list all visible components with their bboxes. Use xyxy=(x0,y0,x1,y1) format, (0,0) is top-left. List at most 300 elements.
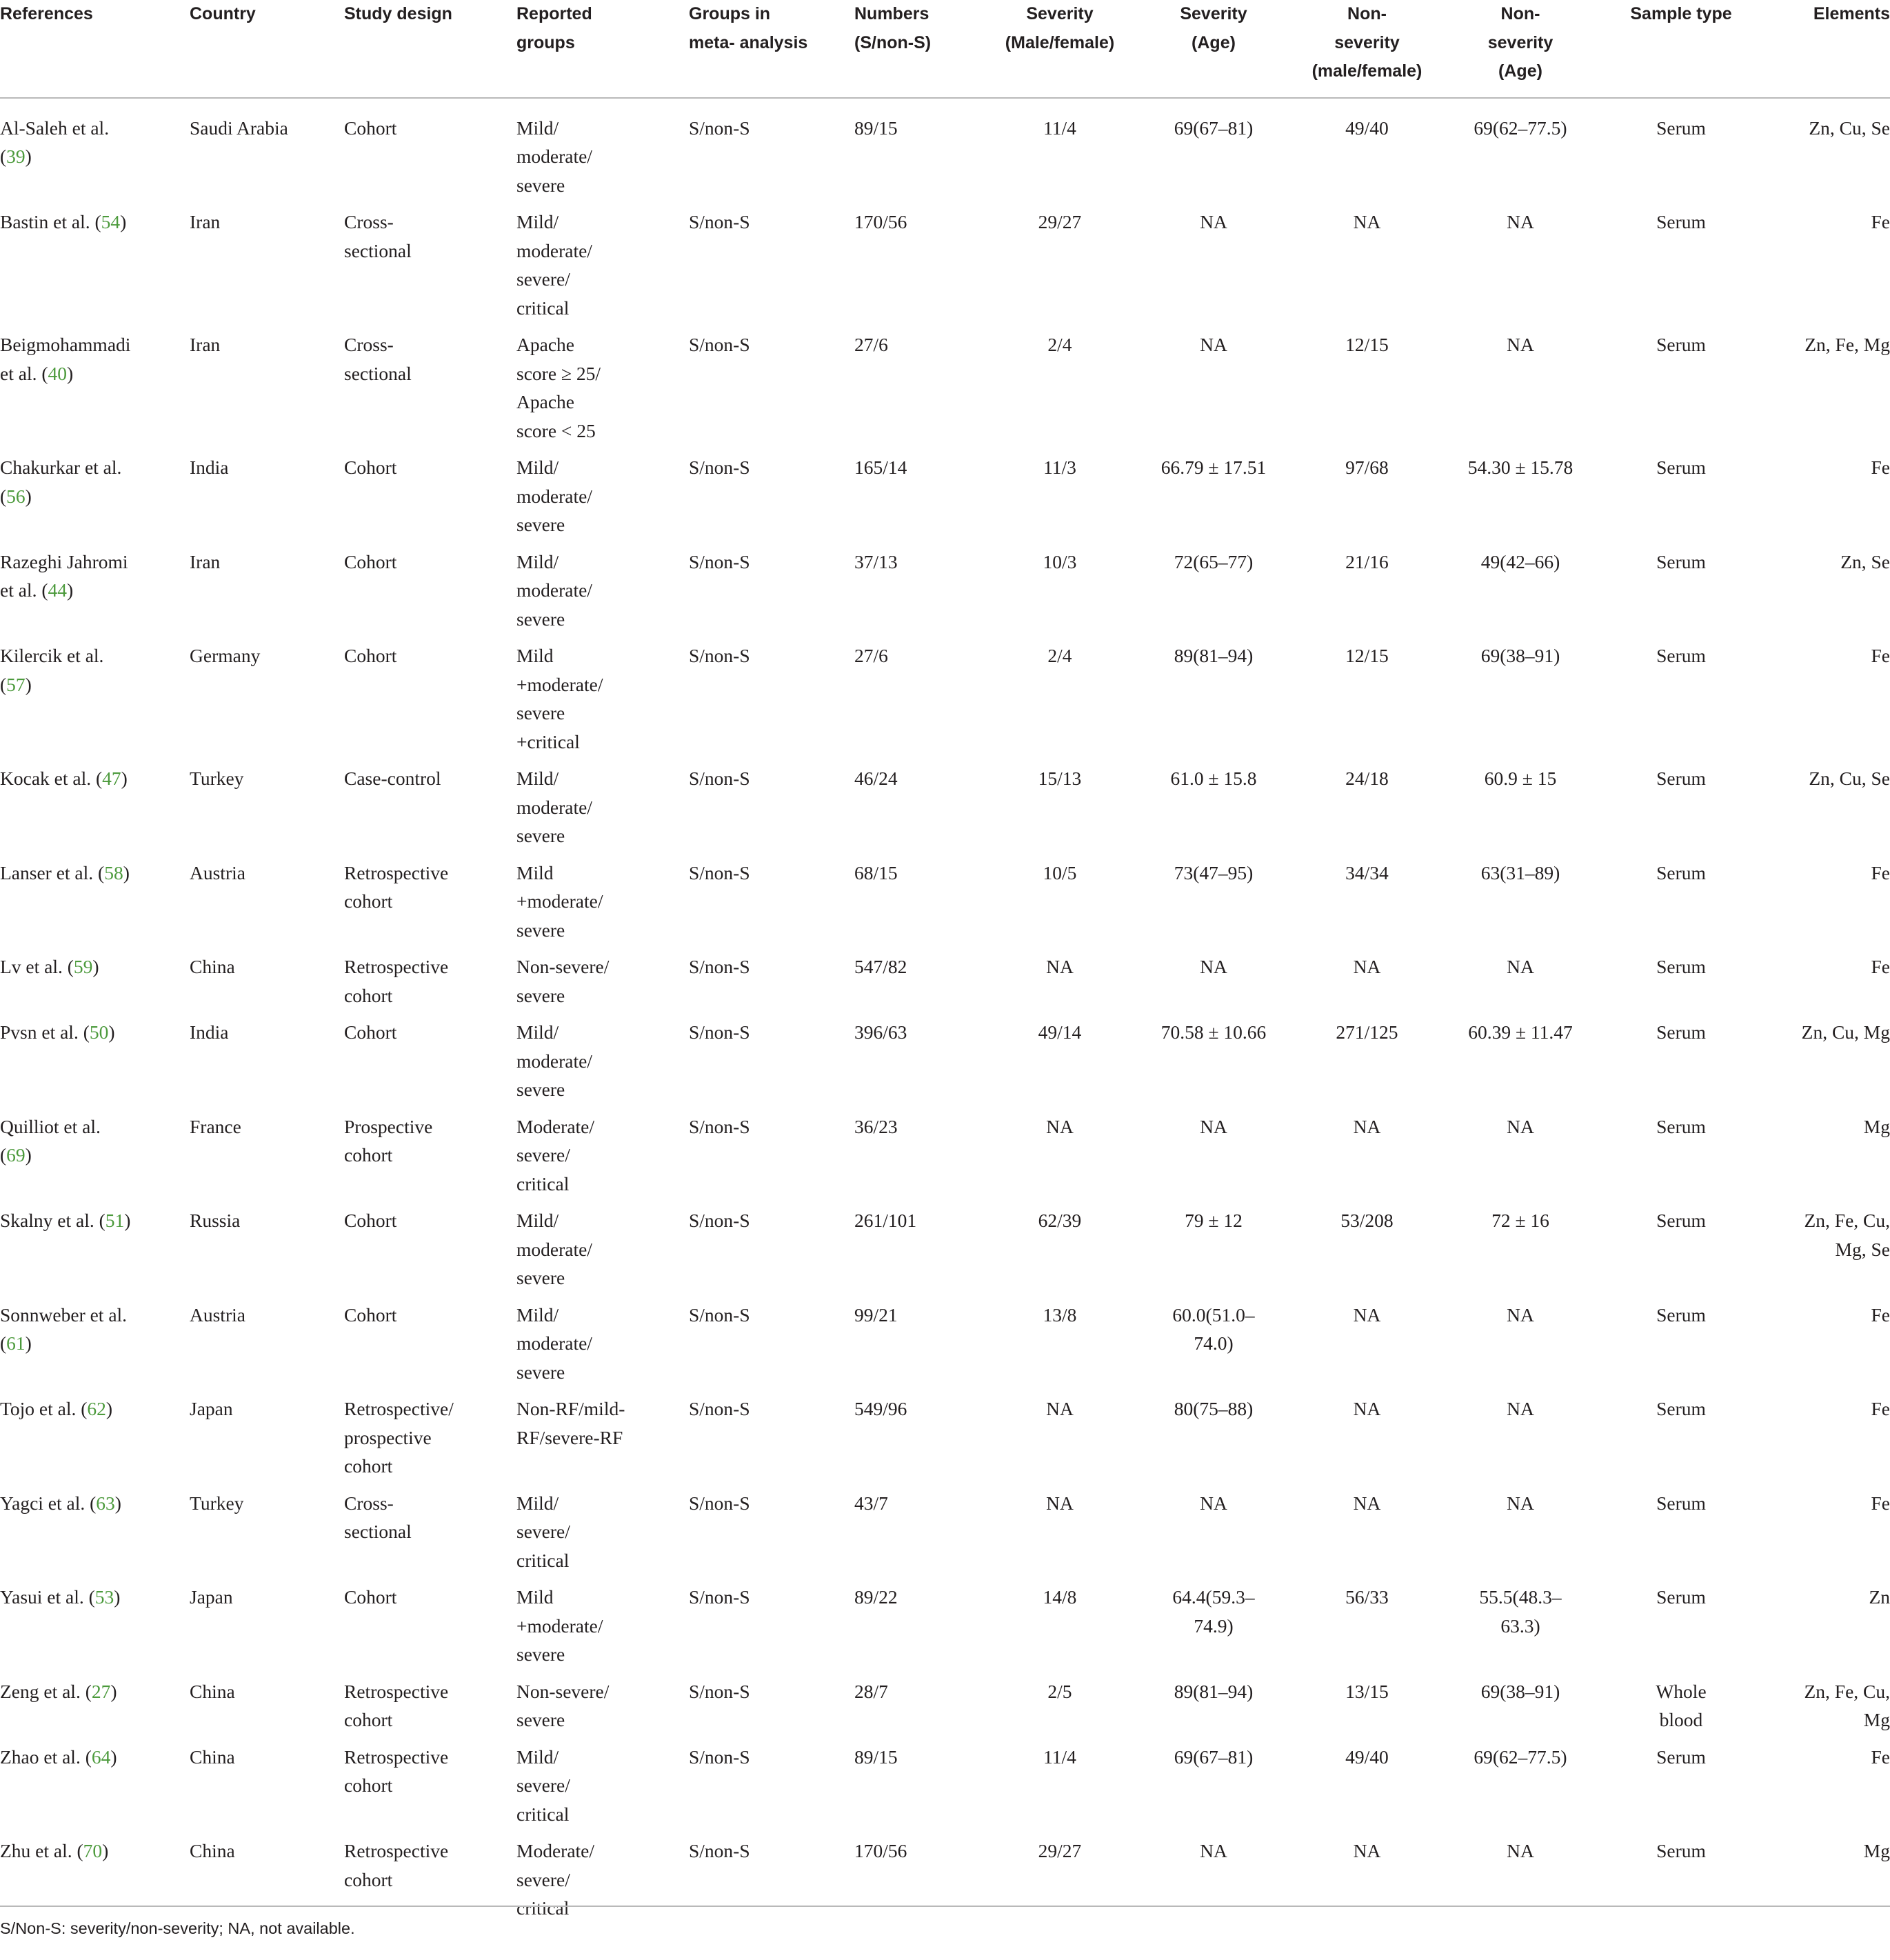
column-header-line: severity xyxy=(1487,32,1554,52)
cell-line xyxy=(516,605,689,634)
cell-line xyxy=(1131,1112,1296,1141)
cell-line xyxy=(344,114,516,143)
cell-text: Non-severe/ xyxy=(516,1680,610,1702)
column-header-meta-groups xyxy=(689,0,854,98)
cell-text: Japan xyxy=(190,1398,233,1419)
cell-line xyxy=(0,952,190,981)
cell-sample-type xyxy=(1603,764,1759,859)
citation-link[interactable]: 47 xyxy=(102,768,121,789)
citation-link[interactable]: 50 xyxy=(89,1021,109,1043)
citation-close-paren: ) xyxy=(114,1586,121,1608)
cell-sample-type xyxy=(1603,952,1759,1018)
cell-reference xyxy=(0,1018,190,1112)
cell-text: China xyxy=(190,1840,235,1861)
column-header-line: Severity xyxy=(1180,4,1247,23)
column-header-line: Study design xyxy=(344,4,452,23)
citation-close-paren: ) xyxy=(25,1332,32,1354)
cell-severity-age xyxy=(1131,208,1296,330)
column-header-line: Severity xyxy=(1026,4,1094,23)
cell-severity-age xyxy=(1131,859,1296,953)
cell-line xyxy=(516,1546,689,1575)
cell-numbers xyxy=(854,1489,989,1583)
cell-text: Prospective xyxy=(344,1115,433,1137)
cell-line xyxy=(516,1612,689,1641)
column-header-line: Country xyxy=(190,4,256,23)
cell-line xyxy=(1438,952,1603,981)
cell-line xyxy=(1438,1677,1603,1706)
cell-text: Mild/ xyxy=(516,211,559,232)
cell-severity-mf xyxy=(989,208,1131,330)
cell-country xyxy=(190,764,344,859)
cell-text: S/non-S xyxy=(689,1115,750,1137)
cell-line xyxy=(516,1677,689,1706)
cell-line xyxy=(1759,1837,1890,1866)
cell-line xyxy=(0,576,190,605)
column-header-reported-groups xyxy=(516,0,689,98)
cell-line xyxy=(1131,114,1296,143)
cell-nonseverity-mf xyxy=(1296,1018,1438,1112)
cell-line xyxy=(854,1677,989,1706)
cell-line xyxy=(0,208,190,237)
cell-line xyxy=(516,1489,689,1518)
cell-text: 60.9 ± 15 xyxy=(1484,768,1557,789)
citation-link[interactable]: 51 xyxy=(105,1210,125,1231)
cell-text: Cohort xyxy=(344,117,397,139)
cell-text: critical xyxy=(516,1172,570,1194)
cell-text: moderate/ xyxy=(516,239,592,261)
table-row xyxy=(0,1206,1890,1301)
cell-text: NA xyxy=(1353,1115,1381,1137)
cell-reported-groups xyxy=(516,1394,689,1489)
cell-text: S/non-S xyxy=(689,1746,750,1768)
cell-text: severe/ xyxy=(516,268,570,290)
cell-line xyxy=(344,1018,516,1047)
table-row xyxy=(0,1743,1890,1837)
cell-text: 165/14 xyxy=(854,457,907,478)
citation-link[interactable]: 62 xyxy=(87,1398,106,1419)
cell-reported-groups xyxy=(516,453,689,548)
cell-study-design xyxy=(344,1112,516,1207)
cell-text: 36/23 xyxy=(854,1115,898,1137)
citation-link[interactable]: 54 xyxy=(101,211,121,232)
cell-line xyxy=(854,1489,989,1518)
cell-line xyxy=(190,330,344,359)
cell-country xyxy=(190,1206,344,1301)
cell-line xyxy=(516,453,689,482)
citation-link[interactable]: 53 xyxy=(94,1586,114,1608)
cell-text: Serum xyxy=(1656,1746,1706,1768)
cell-text: NA xyxy=(1200,1840,1227,1861)
cell-text: S/non-S xyxy=(689,956,750,977)
cell-line xyxy=(344,641,516,670)
cell-reference xyxy=(0,764,190,859)
cell-text: Retrospective/ xyxy=(344,1398,454,1419)
cell-line xyxy=(190,208,344,237)
cell-text: Cohort xyxy=(344,1210,397,1231)
cell-line xyxy=(344,1677,516,1706)
cell-text: NA xyxy=(1507,956,1534,977)
cell-line xyxy=(1759,952,1890,981)
citation-link[interactable]: 63 xyxy=(96,1492,115,1514)
cell-nonseverity-age xyxy=(1438,330,1603,453)
cell-text: 69(38–91) xyxy=(1480,1680,1560,1702)
cell-line xyxy=(989,641,1131,670)
cell-text: Austria xyxy=(190,1303,245,1326)
citation-close-paren: ) xyxy=(25,673,32,695)
cell-text: Cohort xyxy=(344,550,397,572)
cell-line xyxy=(344,1452,516,1481)
cell-line xyxy=(1603,453,1759,482)
cell-line xyxy=(190,114,344,143)
cell-text: Serum xyxy=(1656,211,1706,232)
citation-link[interactable]: 39 xyxy=(6,146,26,167)
cell-severity-age xyxy=(1131,1112,1296,1207)
cell-line xyxy=(989,764,1131,793)
citation-link[interactable]: 70 xyxy=(83,1840,103,1861)
cell-text: Fe xyxy=(1871,1492,1890,1514)
cell-study-design xyxy=(344,208,516,330)
cell-nonseverity-age xyxy=(1438,1112,1603,1207)
cell-line xyxy=(1759,764,1890,793)
cell-text: 34/34 xyxy=(1345,861,1389,883)
cell-line xyxy=(689,114,854,143)
cell-text: Iran xyxy=(190,550,221,572)
cell-line xyxy=(854,1018,989,1047)
cell-nonseverity-mf xyxy=(1296,1206,1438,1301)
cell-line xyxy=(1438,859,1603,888)
cell-elements xyxy=(1759,330,1890,453)
citation-close-paren: ) xyxy=(67,579,74,601)
cell-text: Fe xyxy=(1871,861,1890,883)
cell-line xyxy=(344,1517,516,1546)
cell-line xyxy=(989,1489,1131,1518)
cell-line xyxy=(1603,764,1759,793)
cell-line xyxy=(689,330,854,359)
cell-text: Tojo et al. xyxy=(0,1398,81,1419)
cell-numbers xyxy=(854,548,989,642)
cell-text: S/non-S xyxy=(689,334,750,355)
cell-line xyxy=(190,641,344,670)
cell-line xyxy=(1603,1394,1759,1423)
cell-elements xyxy=(1759,1677,1890,1743)
table-row xyxy=(0,1301,1890,1395)
cell-line xyxy=(516,1047,689,1076)
citation-close-paren: ) xyxy=(108,1021,115,1043)
cell-text: Fe xyxy=(1871,1303,1890,1326)
cell-text: Zn xyxy=(1869,1586,1890,1608)
cell-text: Russia xyxy=(190,1210,241,1231)
cell-severity-age xyxy=(1131,1677,1296,1743)
cell-severity-age xyxy=(1131,1301,1296,1395)
cell-severity-age xyxy=(1131,1018,1296,1112)
cell-line xyxy=(344,1423,516,1452)
cell-meta-groups xyxy=(689,1018,854,1112)
citation-link[interactable]: 57 xyxy=(6,673,26,695)
cell-text: 170/56 xyxy=(854,1840,907,1861)
citation-link[interactable]: 61 xyxy=(6,1332,26,1354)
cell-severity-mf xyxy=(989,98,1131,208)
cell-text: Fe xyxy=(1871,457,1890,478)
cell-line xyxy=(1603,114,1759,143)
cell-elements xyxy=(1759,548,1890,642)
cell-text: score < 25 xyxy=(516,419,596,441)
cell-country xyxy=(190,1301,344,1395)
cell-meta-groups xyxy=(689,764,854,859)
cell-line xyxy=(344,1771,516,1800)
cell-meta-groups xyxy=(689,208,854,330)
cell-study-design xyxy=(344,859,516,953)
cell-text: Zn, Fe, Cu, xyxy=(1804,1210,1890,1231)
cell-line xyxy=(516,1423,689,1452)
cell-text: 55.5(48.3– xyxy=(1479,1586,1562,1608)
cell-text: Mg xyxy=(1863,1709,1890,1730)
cell-text: India xyxy=(190,1021,229,1043)
cell-text: 60.39 ± 11.47 xyxy=(1468,1021,1573,1043)
cell-text: 396/63 xyxy=(854,1021,907,1043)
cell-line xyxy=(1603,859,1759,888)
cell-line xyxy=(1759,1394,1890,1423)
cell-line xyxy=(1759,548,1890,577)
cell-severity-mf xyxy=(989,1301,1131,1395)
cell-text: Fe xyxy=(1871,1398,1890,1419)
cell-sample-type xyxy=(1603,98,1759,208)
citation-link[interactable]: 69 xyxy=(6,1144,26,1166)
citation-link[interactable]: 56 xyxy=(6,485,26,507)
cell-text: Apache xyxy=(516,391,574,412)
cell-line xyxy=(0,359,190,388)
cell-text: Serum xyxy=(1656,117,1706,139)
cell-text: severe/ xyxy=(516,1868,570,1890)
cell-line xyxy=(1438,1612,1603,1641)
cell-line xyxy=(689,1677,854,1706)
cell-elements xyxy=(1759,1018,1890,1112)
cell-line xyxy=(689,1583,854,1612)
cell-text: NA xyxy=(1507,211,1534,232)
cell-line xyxy=(854,114,989,143)
cell-sample-type xyxy=(1603,641,1759,764)
cell-severity-mf xyxy=(989,952,1131,1018)
cell-line xyxy=(516,417,689,446)
cell-nonseverity-age xyxy=(1438,98,1603,208)
cell-reference xyxy=(0,952,190,1018)
cell-severity-age xyxy=(1131,641,1296,764)
cell-nonseverity-age xyxy=(1438,1394,1603,1489)
cell-line xyxy=(516,1018,689,1047)
cell-line xyxy=(516,699,689,728)
cell-line xyxy=(0,1206,190,1235)
cell-text: China xyxy=(190,1746,235,1768)
cell-line xyxy=(1759,1583,1890,1612)
citation-close-paren: ) xyxy=(110,1746,117,1768)
cell-line xyxy=(516,1866,689,1894)
cell-sample-type xyxy=(1603,1112,1759,1207)
cell-line xyxy=(516,1141,689,1170)
cell-text: Serum xyxy=(1656,1021,1706,1043)
cell-nonseverity-mf xyxy=(1296,859,1438,953)
cell-line xyxy=(1296,548,1438,577)
cell-text: S/non-S xyxy=(689,1492,750,1514)
column-header-study-design xyxy=(344,0,516,98)
cell-text: critical xyxy=(516,1549,570,1571)
cell-text: 69(67–81) xyxy=(1174,117,1254,139)
cell-line xyxy=(190,764,344,793)
cell-line xyxy=(0,1141,190,1170)
cell-text: Kocak et al. xyxy=(0,768,96,789)
cell-line xyxy=(516,1583,689,1612)
cell-line xyxy=(1131,764,1296,793)
cell-text: et al. xyxy=(0,362,42,384)
cell-text: 49/40 xyxy=(1345,1746,1389,1768)
cell-line xyxy=(689,1301,854,1330)
cell-reported-groups xyxy=(516,1112,689,1207)
cell-text: 89/15 xyxy=(854,117,898,139)
cell-text: 89/22 xyxy=(854,1586,898,1608)
cell-line xyxy=(1438,1301,1603,1330)
cell-line xyxy=(989,1206,1131,1235)
cell-text: Serum xyxy=(1656,457,1706,478)
cell-text: Mg xyxy=(1863,1840,1890,1861)
cell-numbers xyxy=(854,859,989,953)
cell-line xyxy=(854,764,989,793)
cell-line xyxy=(516,576,689,605)
cell-text: 2/4 xyxy=(1047,645,1072,666)
cell-text: Serum xyxy=(1656,956,1706,977)
cell-text: 2/4 xyxy=(1047,334,1072,355)
cell-line xyxy=(1131,1329,1296,1358)
cell-text: severe xyxy=(516,1079,565,1100)
cell-text: Zn, Fe, Mg xyxy=(1804,334,1890,355)
cell-line xyxy=(1603,1743,1759,1772)
cell-line xyxy=(344,859,516,888)
cell-line xyxy=(689,641,854,670)
cell-text: 60.0(51.0– xyxy=(1172,1303,1255,1326)
cell-text: China xyxy=(190,956,235,977)
cell-line xyxy=(989,1301,1131,1330)
cell-line xyxy=(989,548,1131,577)
cell-text: NA xyxy=(1200,211,1227,232)
cell-text: Non-severe/ xyxy=(516,956,610,977)
cell-line xyxy=(0,1583,190,1612)
cell-nonseverity-age xyxy=(1438,1583,1603,1677)
cell-line xyxy=(1759,1301,1890,1330)
cell-line xyxy=(344,359,516,388)
cell-text: Cohort xyxy=(344,1586,397,1608)
column-header-line: severity xyxy=(1334,32,1400,52)
cell-text: 74.0) xyxy=(1194,1332,1234,1354)
cell-line xyxy=(344,208,516,237)
cell-nonseverity-mf xyxy=(1296,1583,1438,1677)
table-body xyxy=(0,98,1890,1931)
cell-nonseverity-age xyxy=(1438,1743,1603,1837)
table-footnote: S/Non-S: severity/non-severity; NA, not available. xyxy=(0,1906,1890,1938)
cell-text: cohort xyxy=(344,984,393,1006)
cell-line xyxy=(1759,641,1890,670)
cell-text: Retrospective xyxy=(344,1840,449,1861)
cell-meta-groups xyxy=(689,98,854,208)
cell-meta-groups xyxy=(689,641,854,764)
cell-text: severe/ xyxy=(516,1521,570,1542)
citation-close-paren: ) xyxy=(25,485,32,507)
cell-text: severe xyxy=(516,608,565,630)
cell-text: +moderate/ xyxy=(516,673,603,695)
column-header-line: (S/non-S) xyxy=(854,32,932,52)
cell-nonseverity-mf xyxy=(1296,641,1438,764)
cell-line xyxy=(1603,641,1759,670)
cell-line xyxy=(0,1301,190,1330)
cell-nonseverity-age xyxy=(1438,641,1603,764)
cell-line xyxy=(344,1301,516,1330)
cell-line xyxy=(1438,1489,1603,1518)
citation-close-paren: ) xyxy=(120,211,127,232)
cell-text: Mild xyxy=(516,861,554,883)
column-header-line: Non- xyxy=(1500,4,1540,23)
cell-line xyxy=(689,208,854,237)
cell-line xyxy=(854,641,989,670)
citation-link[interactable]: 58 xyxy=(104,861,123,883)
cell-elements xyxy=(1759,453,1890,548)
cell-line xyxy=(516,1706,689,1734)
cell-meta-groups xyxy=(689,1301,854,1395)
cell-text: 271/125 xyxy=(1336,1021,1398,1043)
cell-line xyxy=(0,330,190,359)
cell-reported-groups xyxy=(516,1206,689,1301)
cell-text: 62/39 xyxy=(1038,1210,1082,1231)
column-header-severity-mf xyxy=(989,0,1131,98)
cell-text: 61.0 ± 15.8 xyxy=(1170,768,1257,789)
column-header-line: References xyxy=(0,4,93,23)
cell-text: NA xyxy=(1353,1303,1381,1326)
cell-text: severe xyxy=(516,1267,565,1288)
cell-line xyxy=(1603,1112,1759,1141)
cell-reported-groups xyxy=(516,208,689,330)
column-header-line: (Age) xyxy=(1498,61,1542,81)
cell-line xyxy=(1759,114,1890,143)
cell-severity-age xyxy=(1131,1583,1296,1677)
cell-line xyxy=(516,482,689,511)
cell-text: NA xyxy=(1046,1492,1074,1514)
cell-meta-groups xyxy=(689,952,854,1018)
cell-line xyxy=(1438,453,1603,482)
cell-text: NA xyxy=(1507,1398,1534,1419)
citation-link[interactable]: 44 xyxy=(48,579,67,601)
cell-elements xyxy=(1759,764,1890,859)
cell-line xyxy=(989,208,1131,237)
column-header-numbers xyxy=(854,0,989,98)
citation-link[interactable]: 64 xyxy=(91,1746,111,1768)
cell-line xyxy=(1603,1206,1759,1235)
cell-text: NA xyxy=(1507,1492,1534,1514)
cell-reference xyxy=(0,453,190,548)
cell-text: severe xyxy=(516,1643,565,1665)
cell-text: S/non-S xyxy=(689,1586,750,1608)
cell-text: cohort xyxy=(344,1774,393,1796)
cell-text: RF/severe-RF xyxy=(516,1426,623,1448)
citation-link[interactable]: 59 xyxy=(73,956,93,977)
cell-text: cohort xyxy=(344,1709,393,1730)
cell-text: NA xyxy=(1353,956,1381,977)
citation-link[interactable]: 40 xyxy=(48,362,67,384)
cell-study-design xyxy=(344,1583,516,1677)
cell-text: 10/3 xyxy=(1043,550,1077,572)
cell-line xyxy=(190,1583,344,1612)
cell-text: 27/6 xyxy=(854,645,888,666)
cell-text: severe/ xyxy=(516,1144,570,1166)
cell-text: severe xyxy=(516,702,565,723)
cell-numbers xyxy=(854,98,989,208)
citation-link[interactable]: 27 xyxy=(91,1680,111,1702)
column-header-line: meta- analysis xyxy=(689,32,808,52)
cell-reference xyxy=(0,1489,190,1583)
